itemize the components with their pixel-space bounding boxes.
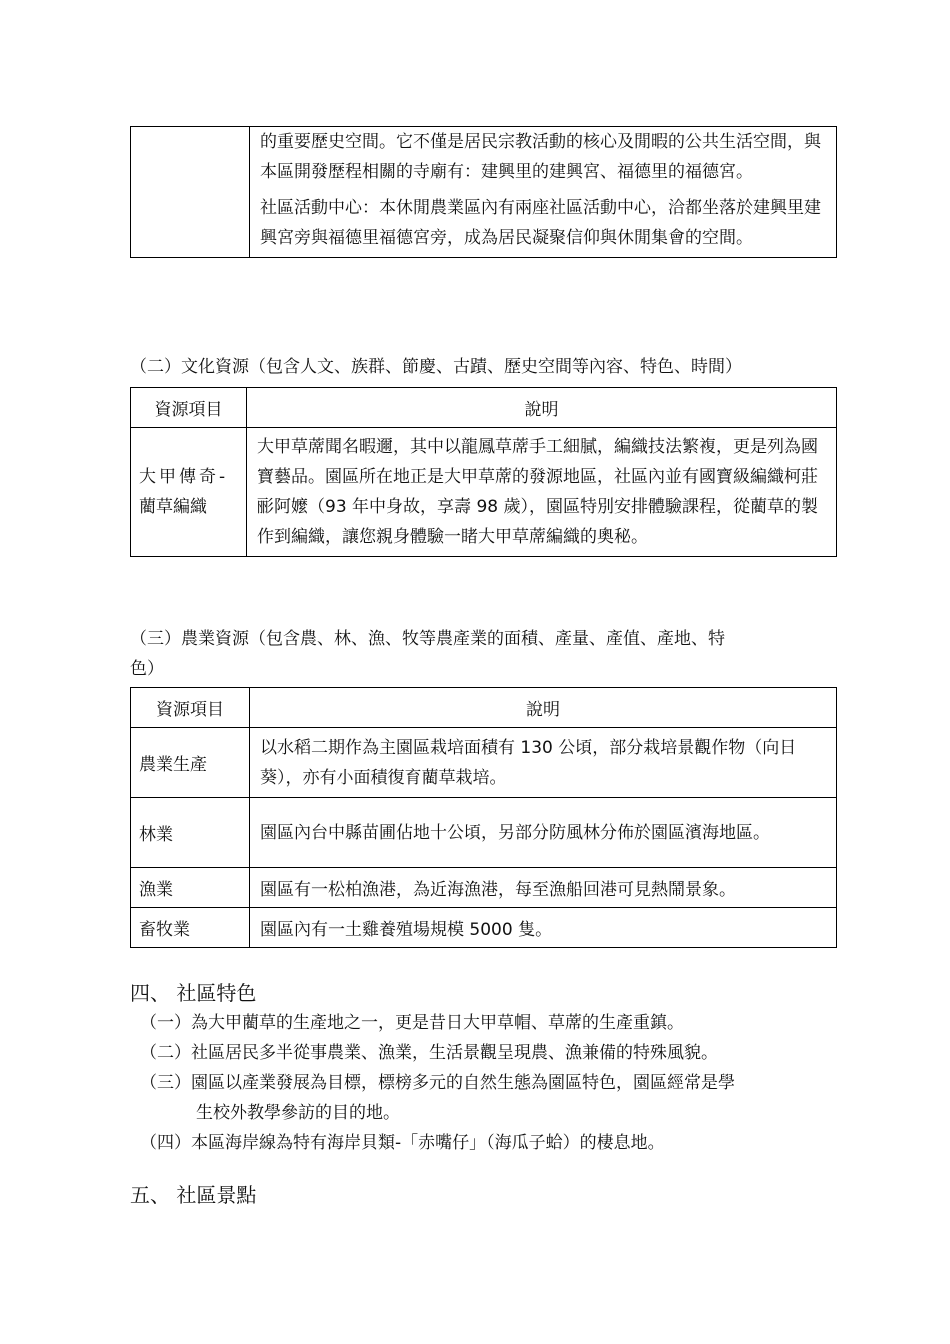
list-item xyxy=(140,1038,840,1068)
list-number: （二） xyxy=(140,1043,191,1063)
table-cell-label xyxy=(131,127,250,258)
forestry-description: 園區內台中縣苗圃佔地十公頃，另部分防風林分佈於園區濱海地區。 xyxy=(260,822,770,843)
feature-list xyxy=(140,1008,840,1158)
item-line1: 大甲傳奇- xyxy=(139,467,229,487)
table-header-row xyxy=(131,688,837,728)
table-row xyxy=(131,127,837,258)
table-row xyxy=(131,798,837,868)
item-line2: 藺草編織 xyxy=(139,497,207,517)
farming-description: 以水稻二期作為主園區栽培面積有 130 公頃，部分栽培景觀作物（向日葵），亦有小面積復育藺草栽培。 xyxy=(260,737,797,788)
table-cell-item: 漁業 xyxy=(131,868,250,908)
table-cell-item: 農業生產 xyxy=(131,728,250,798)
table-cell-desc xyxy=(247,428,837,557)
section5-heading: 五、 社區景點 xyxy=(130,1183,257,1207)
header-item: 資源項目 xyxy=(131,688,250,728)
table-row xyxy=(131,728,837,798)
section2-caption: （二）文化資源（包含人文、族群、節慶、古蹟、歷史空間等內容、特色、時間） xyxy=(130,357,742,377)
table-row xyxy=(131,908,837,948)
list-text: 社區居民多半從事農業、漁業，生活景觀呈現農、漁兼備的特殊風貌。 xyxy=(191,1043,718,1063)
table-top xyxy=(130,126,837,258)
table-cell-item xyxy=(131,428,247,557)
section3-caption-line2: 色） xyxy=(130,659,164,679)
list-text: 本區海岸線為特有海岸貝類-「赤嘴仔」（海瓜子蛤）的棲息地。 xyxy=(191,1133,665,1153)
table-header-row xyxy=(131,388,837,428)
table-cell-desc: 園區內有一土雞養殖場規模 5000 隻。 xyxy=(250,908,837,948)
table-cell-item: 林業 xyxy=(131,798,250,868)
table-cell-desc xyxy=(250,798,837,868)
list-number: （三） xyxy=(140,1073,191,1093)
culture-table xyxy=(130,387,837,557)
list-item xyxy=(140,1128,840,1158)
header-item: 資源項目 xyxy=(131,388,247,428)
table-cell-desc xyxy=(250,728,837,798)
table-row xyxy=(131,868,837,908)
list-item-continuation: 生校外教學參訪的目的地。 xyxy=(196,1103,400,1123)
table-cell-desc xyxy=(250,127,837,258)
list-text: 園區以產業發展為目標，標榜多元的自然生態為園區特色，園區經常是學 xyxy=(191,1073,735,1093)
paragraph-activity-center: 社區活動中心：本休閒農業區內有兩座社區活動中心，洽都坐落於建興里建興宮旁與福德里福德宮旁，成為居民凝聚信仰與休閒集會的空間。 xyxy=(260,198,821,248)
list-text: 為大甲藺草的生產地之一，更是昔日大甲草帽、草蓆的生產重鎮。 xyxy=(191,1013,684,1033)
table-cell-desc: 園區有一松柏漁港，為近海漁港，每至漁船回港可見熱鬧景象。 xyxy=(250,868,837,908)
header-desc: 說明 xyxy=(247,388,837,428)
header-desc: 說明 xyxy=(250,688,837,728)
list-item xyxy=(140,1008,840,1038)
section3-caption-line1: （三）農業資源（包含農、林、漁、牧等農產業的面積、產量、產值、產地、特 xyxy=(130,629,725,649)
table-cell-item: 畜牧業 xyxy=(131,908,250,948)
agriculture-table xyxy=(130,687,837,948)
section4-heading: 四、 社區特色 xyxy=(130,981,257,1005)
weaving-description: 大甲草蓆聞名暇邇，其中以龍鳳草蓆手工細膩，編織技法繁複，更是列為國寶藝品。園區所在地正是大甲草蓆的發源地區，社區內並有國寶級編織柯莊彨阿嬤（93 年中身故，享壽 98 歲），園區特別安排體驗課程，從藺草的製作到編織，讓您親身體驗一睹大甲草蓆編織的奧秘。 xyxy=(257,437,818,547)
table-row xyxy=(131,428,837,557)
section3-caption xyxy=(130,624,850,684)
list-number: （四） xyxy=(140,1133,191,1153)
paragraph-temples: 的重要歷史空間。它不僅是居民宗教活動的核心及閒暇的公共生活空間，與本區開發歷程相關的寺廟有：建興里的建興宮、福德里的福德宮。 xyxy=(260,132,821,182)
list-item xyxy=(140,1068,840,1098)
list-number: （一） xyxy=(140,1013,191,1033)
